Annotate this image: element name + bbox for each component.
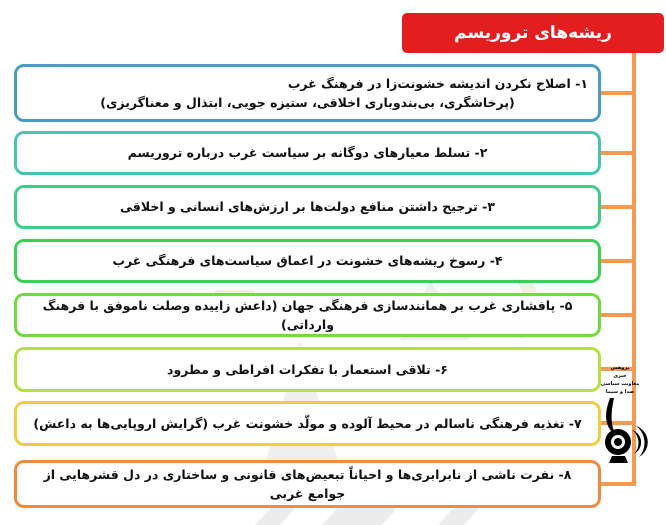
connector-branch-5	[598, 313, 636, 317]
cause-text: ۳- ترجیح داشتن منافع دولت‌ها بر ارزش‌های انسانی و اخلاقی	[120, 199, 495, 215]
cause-box-4	[14, 239, 601, 283]
logo-text-line: معاونت سیاسی	[600, 381, 640, 387]
cause-box-8	[14, 460, 601, 508]
institute-logo-emblem	[596, 364, 648, 464]
cause-text: ۲- تسلط معیارهای دوگانه بر سیاست غرب درباره تروریسم	[127, 145, 488, 161]
cause-text: ۱- اصلاح نکردن اندیشه خشونت‌زا در فرهنگ غرب	[287, 75, 588, 91]
cause-text: ۷- تغذیه فرهنگی ناسالم در محیط آلوده و مولّد خشونت غرب (گرایش اروپایی‌ها به داعش)	[33, 415, 582, 431]
cause-subtext: (پرخاشگری، بی‌بندوباری اخلاقی، ستیزه جویی، ابتذال و معناگریزی)	[100, 95, 515, 110]
logo-text-line: پژوهش	[610, 365, 630, 371]
diagram-title	[402, 13, 664, 53]
connector-branch-8	[598, 482, 636, 486]
connector-branch-3	[598, 205, 636, 209]
connector-branch-4	[598, 259, 636, 263]
logo-text-line: خبری	[613, 373, 627, 379]
cause-text: ۸- نفرت ناشی از نابرابری‌ها و احیاناً تبعیض‌های قانونی و ساختاری در دل قشرهایی از جوامع غربی	[43, 466, 572, 501]
cause-box-3	[14, 185, 601, 229]
cause-text: ۶- تلاقی استعمار با تفکرات افراطی و مطرود	[167, 361, 448, 377]
cause-box-7	[14, 401, 601, 446]
cause-box-5	[14, 293, 601, 337]
logo-text-line: صدا و سیما	[605, 389, 635, 395]
cause-box-1	[14, 64, 601, 122]
connector-branch-1	[598, 91, 636, 95]
cause-box-6	[14, 347, 601, 392]
institute-logo	[596, 364, 648, 464]
cause-text: ۴- رسوخ ریشه‌های خشونت در اعماق سیاست‌های فرهنگی غرب	[112, 253, 503, 269]
diagram-title-label: ریشه‌های تروریسم	[454, 23, 612, 43]
cause-box-2	[14, 131, 601, 175]
connector-branch-2	[598, 151, 636, 155]
cause-text: ۵- پافشاری غرب بر همانندسازی فرهنگی جهان (داعش زاییده وصلت ناموفق با فرهنگ وارداتی)	[42, 297, 573, 332]
